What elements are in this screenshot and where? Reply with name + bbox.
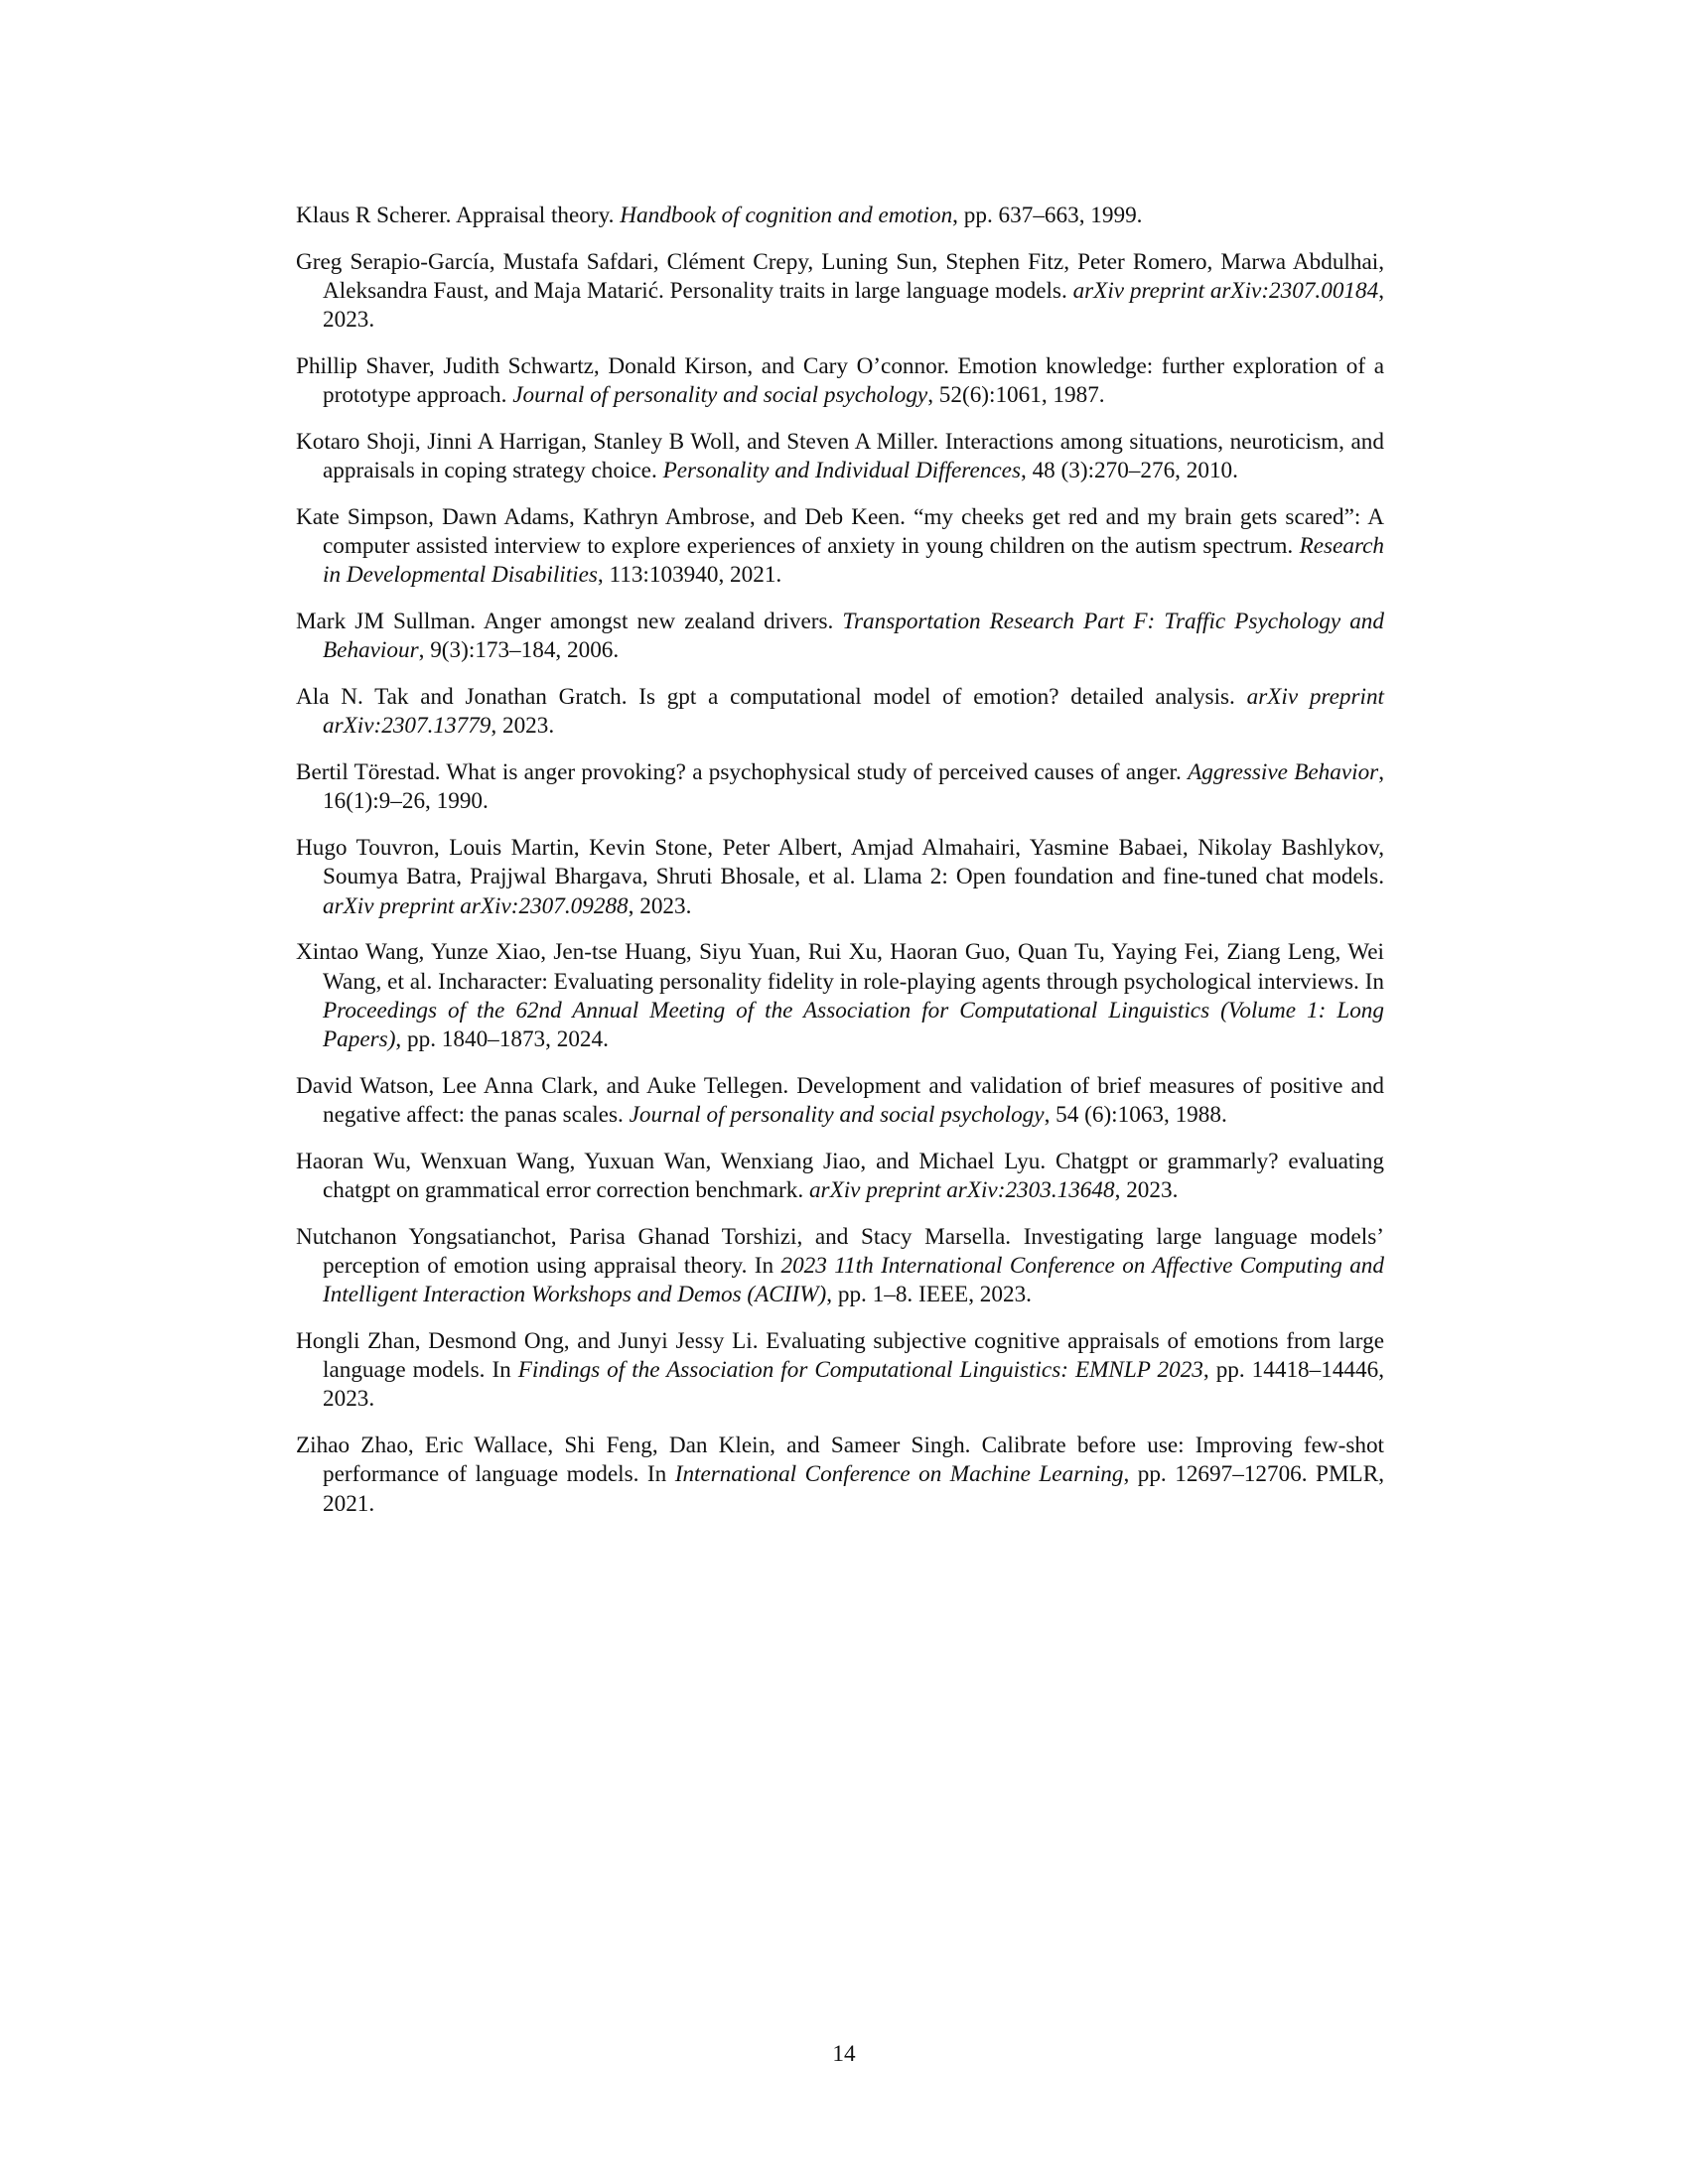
reference-entry — [296, 428, 1384, 485]
reference-venue: Transportation Research Part F: Traffic Psychology and Behaviour — [323, 609, 1384, 664]
reference-text: Greg Serapio-García, Mustafa Safdari, Clément Crepy, Luning Sun, Stephen Fitz, Peter Romero, Marwa Abdulhai, Aleksandra Faust, and Maja Matarić. Personality traits in large language models. — [296, 248, 1384, 304]
reference-details: , 52(6):1061, 1987. — [927, 382, 1105, 409]
reference-venue: Aggressive Behavior — [1188, 759, 1379, 786]
reference-entry — [296, 1432, 1384, 1519]
reference-details: , 2023. — [491, 713, 555, 740]
reference-entry — [296, 1327, 1384, 1415]
reference-venue: arXiv preprint arXiv:2307.00184 — [1072, 278, 1379, 304]
reference-text: Nutchanon Yongsatianchot, Parisa Ghanad Torshizi, and Stacy Marsella. Investigating large language models’ perception of emotion using appraisal theory. In — [296, 1223, 1384, 1280]
reference-details: , pp. 12697–12706. PMLR, 2021. — [323, 1461, 1384, 1517]
reference-venue: Research in Developmental Disabilities — [323, 533, 1384, 589]
reference-text: Haoran Wu, Wenxuan Wang, Yuxuan Wan, Wenxiang Jiao, and Michael Lyu. Chatgpt or grammarly? evaluating chatgpt on grammatical error correction benchmark. — [296, 1148, 1384, 1204]
reference-text: Hongli Zhan, Desmond Ong, and Junyi Jessy Li. Evaluating subjective cognitive appraisals of emotions from large language models. In — [296, 1328, 1384, 1384]
reference-text: Xintao Wang, Yunze Xiao, Jen-tse Huang, Siyu Yuan, Rui Xu, Haoran Guo, Quan Tu, Yaying Fei, Ziang Leng, Wei Wang, et al. Incharacter: Evaluating personality fidelity in role-playing agents through psychological interviews. In — [296, 939, 1384, 995]
reference-text: Phillip Shaver, Judith Schwartz, Donald Kirson, and Cary O’connor. Emotion knowledge: further exploration of a prototype approach. — [296, 353, 1384, 409]
reference-details: , 2023. — [323, 278, 1384, 334]
reference-text: Mark JM Sullman. Anger amongst new zealand drivers. — [296, 609, 843, 635]
reference-entry — [296, 758, 1384, 816]
reference-text: Hugo Touvron, Louis Martin, Kevin Stone, Peter Albert, Amjad Almahairi, Yasmine Babaei, Nikolay Bashlykov, Soumya Batra, Prajjwal Bhargava, Shruti Bhosale, et al. Llama 2: Open foundation and fine-tuned chat models. — [296, 835, 1384, 890]
reference-text: Klaus R Scherer. Appraisal theory. — [296, 203, 621, 228]
reference-entry — [296, 938, 1384, 1054]
reference-text: Ala N. Tak and Jonathan Gratch. Is gpt a computational model of emotion? detailed analysis. — [296, 684, 1247, 711]
reference-text: Kate Simpson, Dawn Adams, Kathryn Ambrose, and Deb Keen. “my cheeks get red and my brain gets scared”: A computer assisted interview to explore experiences of anxiety in young children on the autism spectrum. — [296, 504, 1384, 560]
reference-text: Kotaro Shoji, Jinni A Harrigan, Stanley B Woll, and Steven A Miller. Interactions among situations, neuroticism, and appraisals in coping strategy choice. — [296, 429, 1384, 484]
reference-entry — [296, 834, 1384, 921]
reference-details: , pp. 1840–1873, 2024. — [395, 1026, 609, 1053]
reference-entry — [296, 1223, 1384, 1310]
reference-entry — [296, 248, 1384, 336]
reference-entry — [296, 503, 1384, 591]
reference-entry — [296, 1148, 1384, 1205]
reference-entry — [296, 683, 1384, 741]
reference-venue: International Conference on Machine Learning — [674, 1461, 1124, 1488]
reference-details: , 2023. — [1114, 1177, 1179, 1204]
reference-venue: Handbook of cognition and emotion — [620, 203, 953, 228]
reference-text: Bertil Törestad. What is anger provoking? a psychophysical study of perceived causes of anger. — [296, 759, 1189, 786]
reference-venue: arXiv preprint arXiv:2303.13648 — [808, 1177, 1115, 1204]
reference-entry — [296, 1072, 1384, 1130]
reference-text: David Watson, Lee Anna Clark, and Auke Tellegen. Development and validation of brief measures of positive and negative affect: the panas scales. — [296, 1072, 1384, 1129]
reference-text: Zihao Zhao, Eric Wallace, Shi Feng, Dan Klein, and Sameer Singh. Calibrate before use: Improving few-shot performance of language models. In — [296, 1433, 1384, 1488]
reference-venue: Findings of the Association for Computational Linguistics: EMNLP 2023 — [517, 1357, 1203, 1384]
reference-details: , pp. 1–8. IEEE, 2023. — [826, 1282, 1032, 1308]
reference-venue: Personality and Individual Differences — [662, 458, 1021, 484]
reference-entry — [296, 608, 1384, 665]
reference-venue: Journal of personality and social psychology — [629, 1102, 1045, 1129]
reference-details: , 16(1):9–26, 1990. — [323, 759, 1384, 815]
reference-entry — [296, 352, 1384, 410]
reference-details: , 48 (3):270–276, 2010. — [1020, 458, 1238, 484]
reference-details: , pp. 14418–14446, 2023. — [323, 1357, 1384, 1413]
reference-venue: Proceedings of the 62nd Annual Meeting of the Association for Computational Linguistics (Volume 1: Long Papers) — [323, 997, 1384, 1053]
reference-entry — [296, 202, 1384, 230]
reference-details: , 54 (6):1063, 1988. — [1044, 1102, 1227, 1129]
reference-venue: 2023 11th International Conference on Affective Computing and Intelligent Interaction Workshops and Demos (ACIIW) — [323, 1253, 1384, 1308]
reference-venue: arXiv preprint arXiv:2307.13779 — [323, 684, 1384, 740]
reference-list — [296, 202, 1384, 1536]
reference-details: , 113:103940, 2021. — [597, 562, 782, 589]
reference-details: , 2023. — [628, 892, 692, 919]
reference-details: , 9(3):173–184, 2006. — [418, 637, 620, 664]
page-number: 14 — [832, 2041, 856, 2067]
reference-venue: arXiv preprint arXiv:2307.09288 — [323, 892, 629, 919]
reference-venue: Journal of personality and social psychology — [512, 382, 928, 409]
reference-details: , pp. 637–663, 1999. — [952, 203, 1143, 228]
